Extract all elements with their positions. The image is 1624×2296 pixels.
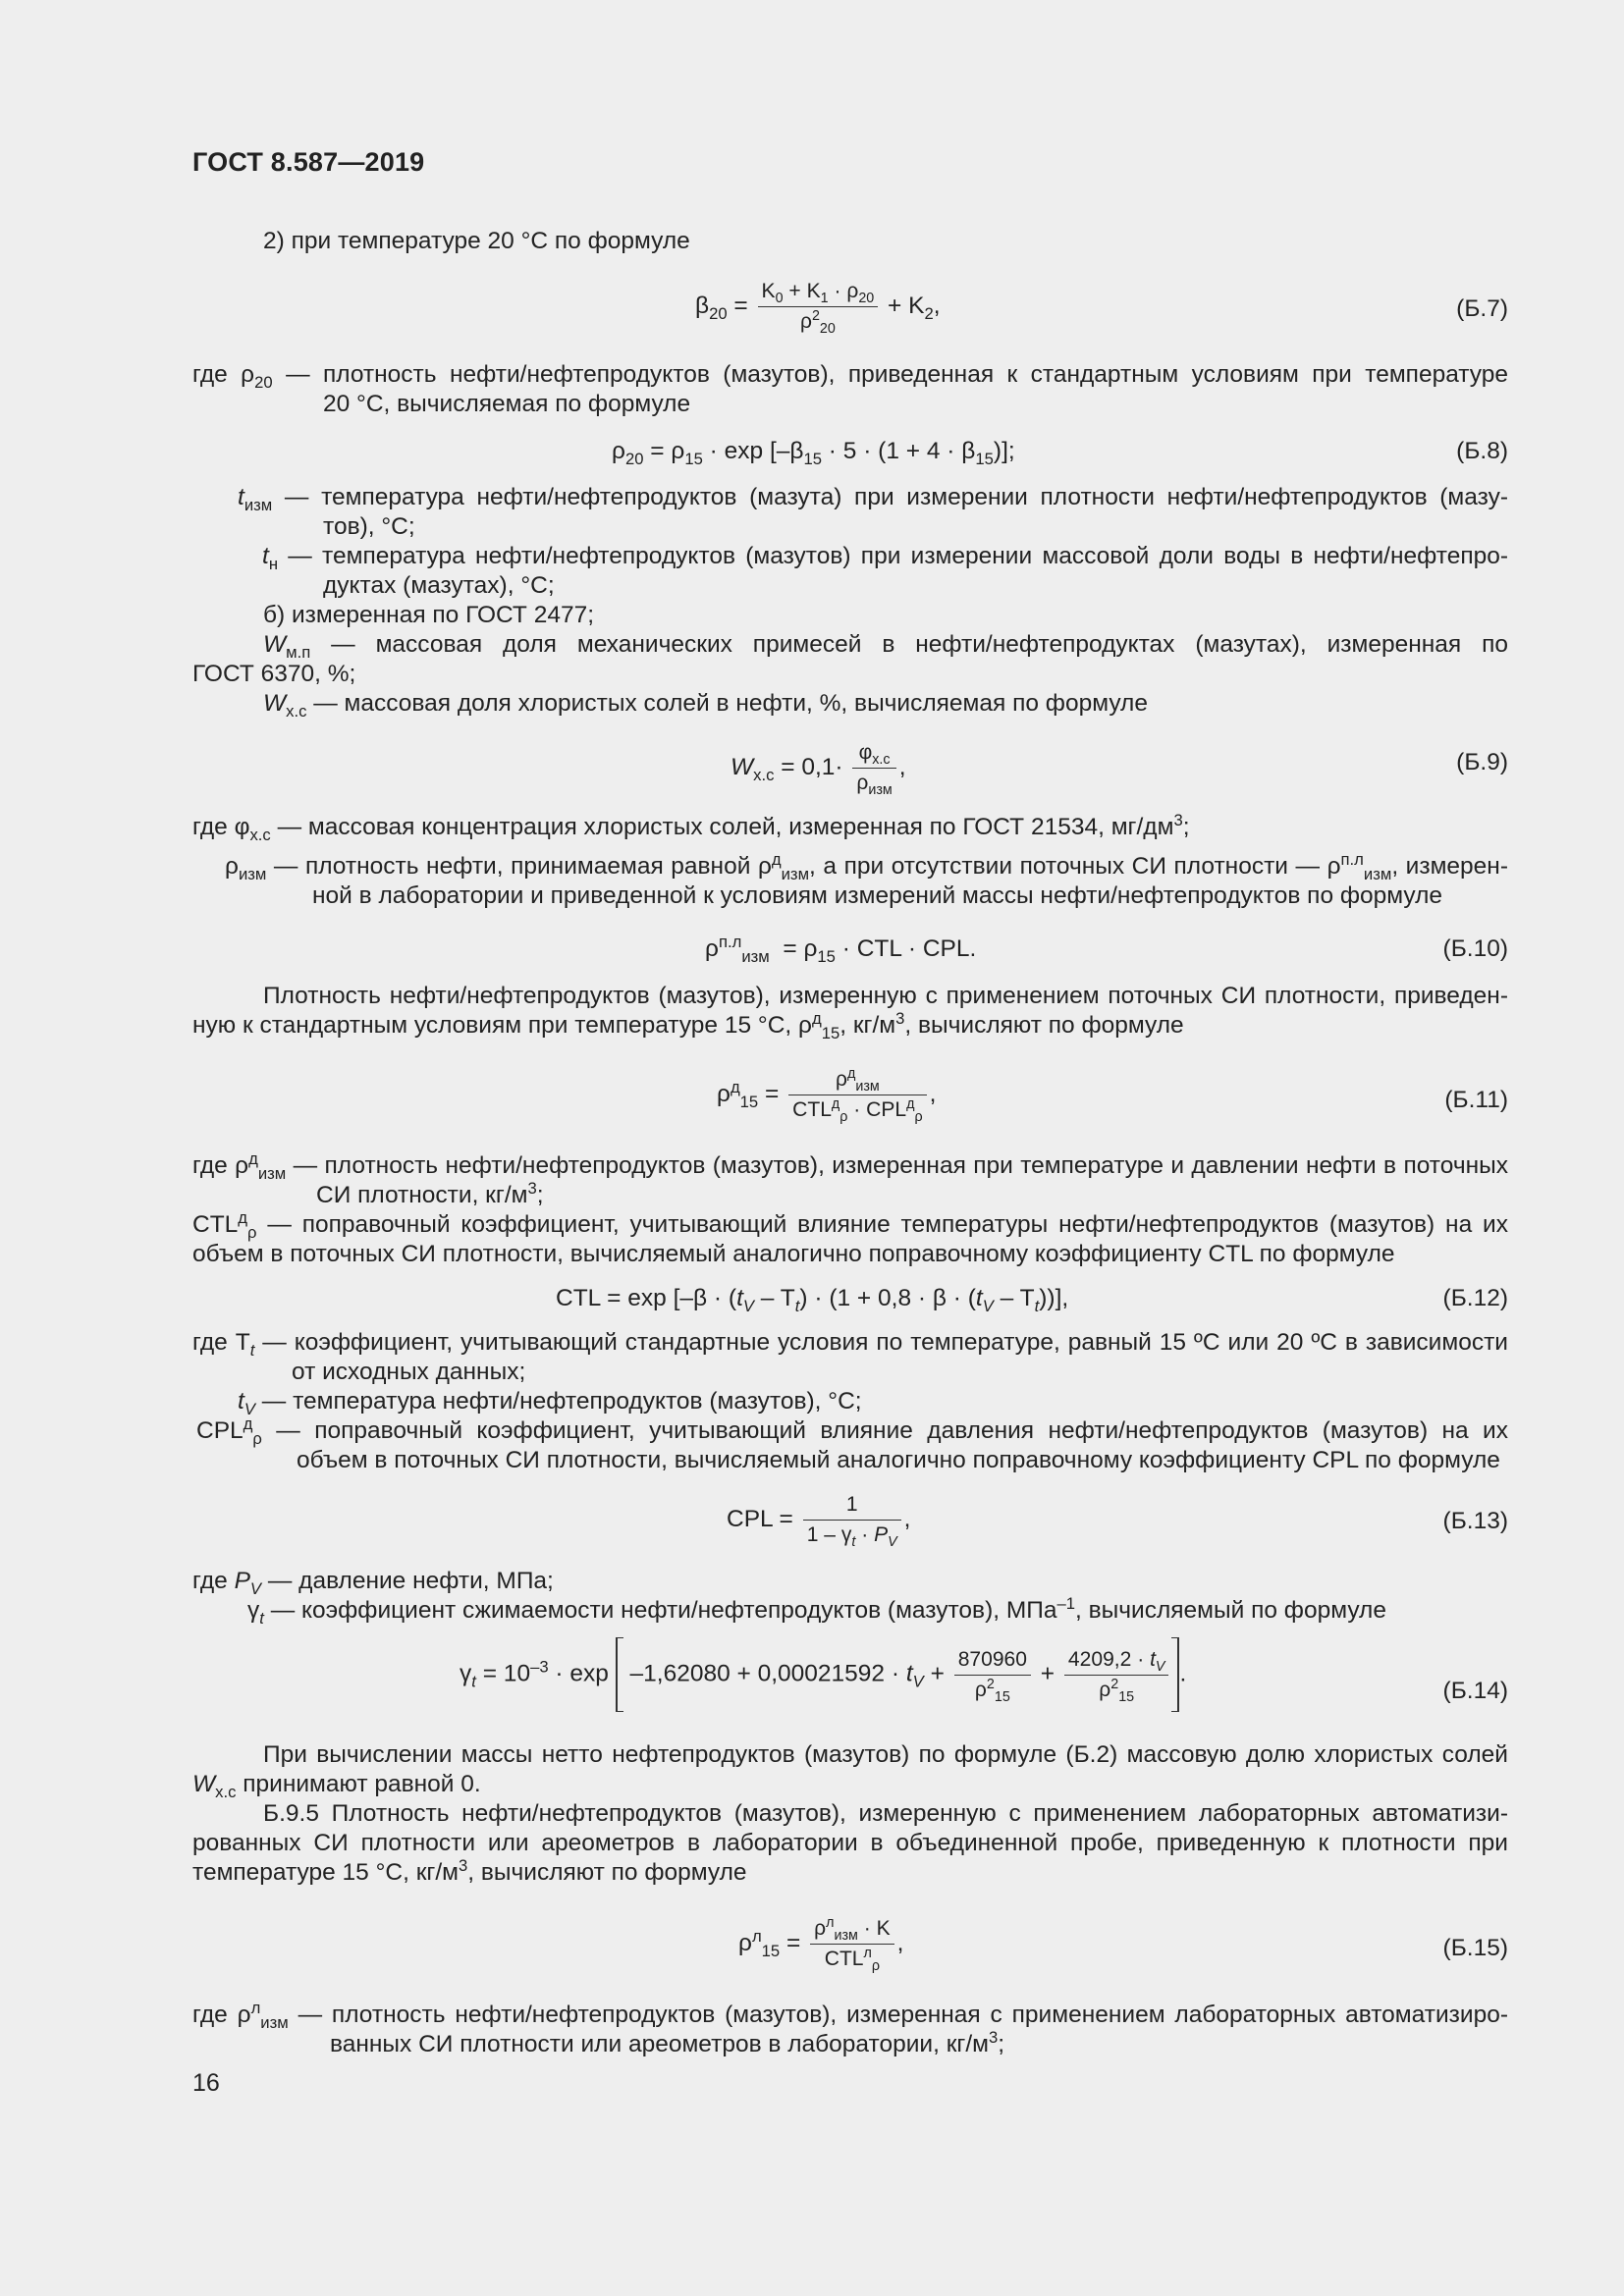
- definition-t-izm: $t_{изм}$ — температура нефти/нефтепродуктов (мазута) при измерении плотности нефти/нефтепродуктов (мазу-: [238, 484, 1508, 514]
- formula-number: (Б.11): [1444, 1087, 1508, 1113]
- definition-gamma: $\gamma_t$ — коэффициент сжимаемости нефти/нефтепродуктов (мазутов), МПа$^{-1}$, вычисляемый по формуле: [247, 1593, 1386, 1628]
- formula-b13: CPL = $\frac{1}{1 - \gamma_t \cdot P_V}$ ,: [727, 1490, 910, 1550]
- definition-w-mp-cont: ГОСТ 6370, %;: [192, 661, 356, 687]
- definition-cpl: $CPL^д_\rho$ — поправочный коэффициент, учитывающий влияние давления нефти/нефтепродуктов (мазутов) на их: [196, 1414, 1508, 1448]
- formula-b7: $\beta_{20}$ = $\frac{K_0 + K_1 \cdot \rho_{20}}{\rho^2_{20}}$ + $K_2$,: [695, 277, 941, 337]
- section-b95: Б.9.5 Плотность нефти/нефтепродуктов (мазутов), измеренную с применением лабораторных автоматизи-: [263, 1800, 1508, 1827]
- definition-t-n: $t_н$ — температура нефти/нефтепродуктов (мазутов) при измерении массовой доли воды в нефти/нефтепро-: [262, 543, 1509, 573]
- definition-rho20-cont: 20 °С, вычисляемая по формуле: [323, 391, 691, 417]
- definition-tt-cont: от исходных данных;: [292, 1359, 526, 1385]
- section-b95-cont2: температуре 15 °С, $кг/м^3$, вычисляют по формуле: [192, 1855, 747, 1886]
- list-item-b: б) измеренная по ГОСТ 2477;: [263, 602, 595, 628]
- formula-number: (Б.12): [1442, 1285, 1508, 1311]
- definition-w-xc: $W_{х.с}$ — массовая доля хлористых солей в нефти, %, вычисляемая по формуле: [263, 690, 1148, 721]
- definition-rho-l-cont: ванных СИ плотности или ареометров в лаборатории, $кг/м^3$;: [330, 2027, 1005, 2057]
- formula-number: (Б.15): [1442, 1935, 1508, 1961]
- formula-number: (Б.14): [1442, 1678, 1508, 1704]
- definition-rho-izm-cont: ной в лаборатории и приведенной к условиям измерений массы нефти/нефтепродуктов по формуле: [312, 882, 1443, 909]
- definition-rho-izm: $\rho_{изм}$ — плотность нефти, принимаемая равной $\rho^д_{изм}$, а при отсутствии поточных СИ плотности — $\rho^{п.л}_{изм}$, измерен-: [225, 849, 1509, 883]
- definition-cpl-cont: объем в поточных СИ плотности, вычисляемый аналогично поправочному коэффициенту CPL по формуле: [297, 1447, 1500, 1473]
- formula-number: (Б.13): [1442, 1508, 1508, 1534]
- list-item-2: 2) при температуре 20 °С по формуле: [263, 228, 690, 254]
- definition-rho20: где $\rho_{20}$ — плотность нефти/нефтепродуктов (мазутов), приведенная к стандартным условиям при температуре: [192, 361, 1509, 392]
- paragraph-density-cont: ную к стандартным условиям при температуре 15 °С, $\rho^д_{15}$, $кг/м^3$, вычисляют по формуле: [192, 1008, 1184, 1042]
- paragraph-net-mass: При вычислении массы нетто нефтепродуктов (мазутов) по формуле (Б.2) массовую долю хлористых солей: [263, 1741, 1508, 1768]
- definition-w-mp: $W_{м.п}$ — массовая доля механических примесей в нефти/нефтепродуктах (мазутах), измеренная по: [263, 631, 1508, 662]
- section-b95-cont: рованных СИ плотности или ареометров в лаборатории в объединенной пробе, приведенную к плотности при: [192, 1830, 1508, 1856]
- definition-t-izm-cont: тов), °С;: [323, 513, 415, 540]
- paragraph-net-mass-cont: $W_{х.с}$ принимают равной 0.: [192, 1771, 481, 1801]
- definition-rho-d-cont: СИ плотности, $кг/м^3$;: [316, 1178, 544, 1208]
- definition-rho-l: где $\rho^л_{изм}$ — плотность нефти/нефтепродуктов (мазутов), измеренная с применением лабораторных автоматизиро-: [192, 1998, 1508, 2032]
- formula-number: (Б.7): [1456, 295, 1508, 322]
- document-header: ГОСТ 8.587—2019: [192, 147, 425, 177]
- formula-number: (Б.8): [1456, 438, 1508, 464]
- formula-b15: $\rho^л_{15}$ = $\rho^л_{изм} \cdot K$ $CTL^л_\rho$ ,: [738, 1915, 904, 1974]
- definition-pv: где $P_V$ — давление нефти, МПа;: [192, 1568, 554, 1598]
- definition-rho-d: где $\rho^д_{изм}$ — плотность нефти/нефтепродуктов (мазутов), измеренная при температуре и давлении нефти в поточных: [192, 1148, 1508, 1183]
- definition-phi: где $\varphi_{х.с}$ — массовая концентрация хлористых солей, измеренная по ГОСТ 21534, $мг/дм^3$;: [192, 810, 1190, 844]
- definition-ctl-cont: объем в поточных СИ плотности, вычисляемый аналогично поправочному коэффициенту CTL по формуле: [192, 1241, 1395, 1267]
- definition-ctl: $CTL^д_\rho$ — поправочный коэффициент, учитывающий влияние температуры нефти/нефтепродуктов (мазутов) на их: [192, 1207, 1508, 1242]
- formula-b8: $\rho_{20} = \rho_{15} \cdot \exp [-\beta_{15} \cdot 5 \cdot (1 + 4 \cdot \beta_{15})]$;: [612, 438, 1015, 468]
- paragraph-density: Плотность нефти/нефтепродуктов (мазутов), измеренную с применением поточных СИ плотности, приведен-: [263, 983, 1508, 1009]
- formula-number: (Б.10): [1442, 935, 1508, 962]
- formula-b14: $\gamma_t = 10^{-3} \cdot \exp -1,62080 + 0,00021592 \cdot t_V$ + $\frac{870960}{\rho^2_{15}}$ + $\frac{4209,2 \cdot t_V}{\rho^2_{15}}$ .: [460, 1637, 1186, 1712]
- definition-t-n-cont: дуктах (мазутах), °С;: [323, 572, 555, 599]
- formula-b11: $\rho^д_{15}$ = $\rho^д_{изм}$ $CTL^д_\rho \cdot CPL^д_\rho$ ,: [717, 1066, 937, 1125]
- page-number: 16: [192, 2069, 220, 2097]
- formula-b9: $W_{х.с} = 0,1\cdot$ $\varphi_{х.с}$ $\rho_{изм}$ ,: [731, 738, 906, 798]
- definition-tv: $t_V$ — температура нефти/нефтепродуктов (мазутов), °С;: [238, 1388, 862, 1418]
- definition-tt: где $T_t$ — коэффициент, учитывающий стандартные условия по температуре, равный 15 ºС или 20 ºС в зависимости: [192, 1329, 1508, 1360]
- formula-b10: $\rho^{п.л}_{изм} = \rho_{15}$ · CTL · CPL.: [705, 932, 977, 966]
- formula-b12: CTL = $\exp [-\beta \cdot (t_V - T_t) \cdot (1 + 0,8 \cdot \beta \cdot (t_V - T_t))]$,: [556, 1285, 1069, 1315]
- formula-number: (Б.9): [1456, 749, 1508, 775]
